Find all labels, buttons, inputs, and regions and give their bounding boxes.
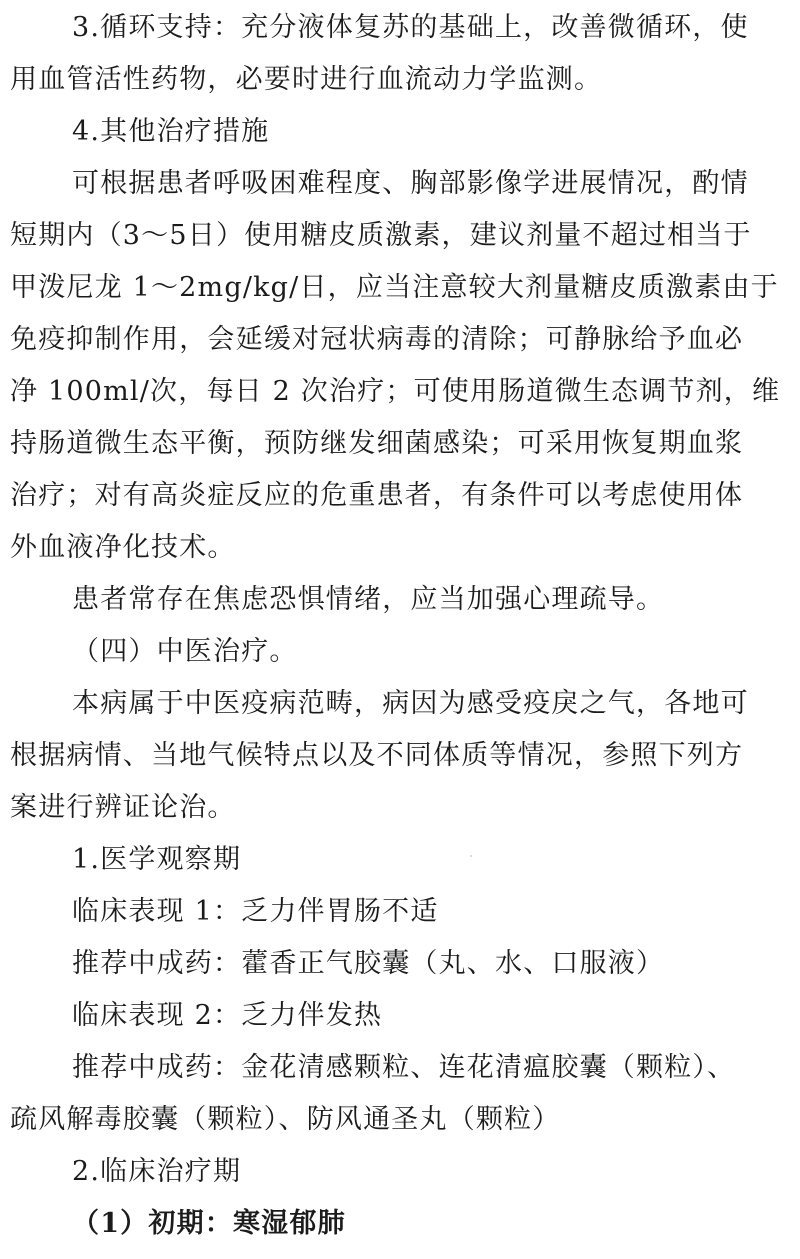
text-line-xuebijing: 净 100ml/次，每日 2 次治疗；可使用肠道微生态调节剂，维 bbox=[10, 376, 781, 407]
section-heading-other-treatment: 4.其他治疗措施 bbox=[72, 116, 270, 147]
section-heading-clinical-treatment-period: 2.临床治疗期 bbox=[72, 1156, 242, 1187]
text-line-microecology: 持肠道微生态平衡，预防继发细菌感染；可采用恢复期血浆 bbox=[10, 428, 744, 459]
text-line-immunosuppression: 免疫抑制作用，会延缓对冠状病毒的清除；可静脉给予血必 bbox=[10, 324, 744, 355]
section-heading-observation-period: 1.医学观察期 bbox=[72, 844, 242, 875]
text-line-clinical-manifestation-1: 临床表现 1：乏力伴胃肠不适 bbox=[72, 896, 439, 927]
text-line-vasoactive-drugs: 用血管活性药物，必要时进行血流动力学监测。 bbox=[10, 64, 603, 95]
text-line-glucocorticoid: 短期内（3～5日）使用糖皮质激素，建议剂量不超过相当于 bbox=[10, 220, 752, 251]
text-line-recommended-medicine-1: 推荐中成药：藿香正气胶囊（丸、水、口服液） bbox=[72, 948, 665, 979]
text-line-circulation-support: 3.循环支持：充分液体复苏的基础上，改善微循环，使 bbox=[72, 12, 749, 43]
text-line-psychological-support: 患者常存在焦虑恐惧情绪，应当加强心理疏导。 bbox=[72, 584, 665, 615]
text-line-tcm-category: 本病属于中医疫病范畴，病因为感受疫戾之气，各地可 bbox=[72, 688, 749, 719]
section-heading-tcm-treatment: （四）中医治疗。 bbox=[72, 636, 298, 667]
text-line-clinical-manifestation-2: 临床表现 2：乏力伴发热 bbox=[72, 1000, 383, 1031]
scan-speck bbox=[470, 855, 472, 857]
text-line-recommended-medicine-2: 推荐中成药：金花清感颗粒、连花清瘟胶囊（颗粒）、 bbox=[72, 1052, 736, 1083]
text-line-methylprednisolone: 甲泼尼龙 1～2mg/kg/日，应当注意较大剂量糖皮质激素由于 bbox=[10, 272, 779, 303]
text-line-breathing-difficulty: 可根据患者呼吸困难程度、胸部影像学进展情况，酌情 bbox=[72, 168, 749, 199]
subsection-heading-initial-stage: （1）初期：寒湿郁肺 bbox=[72, 1208, 346, 1239]
text-line-syndrome-treatment: 案进行辨证论治。 bbox=[10, 792, 236, 823]
text-line-convalescent-plasma: 治疗；对有高炎症反应的危重患者，有条件可以考虑使用体 bbox=[10, 480, 744, 511]
text-line-recommended-medicine-2-continued: 疏风解毒胶囊（颗粒）、防风通圣丸（颗粒） bbox=[10, 1104, 561, 1135]
text-line-blood-purification: 外血液净化技术。 bbox=[10, 532, 236, 563]
text-line-tcm-conditions: 根据病情、当地气候特点以及不同体质等情况，参照下列方 bbox=[10, 740, 744, 771]
